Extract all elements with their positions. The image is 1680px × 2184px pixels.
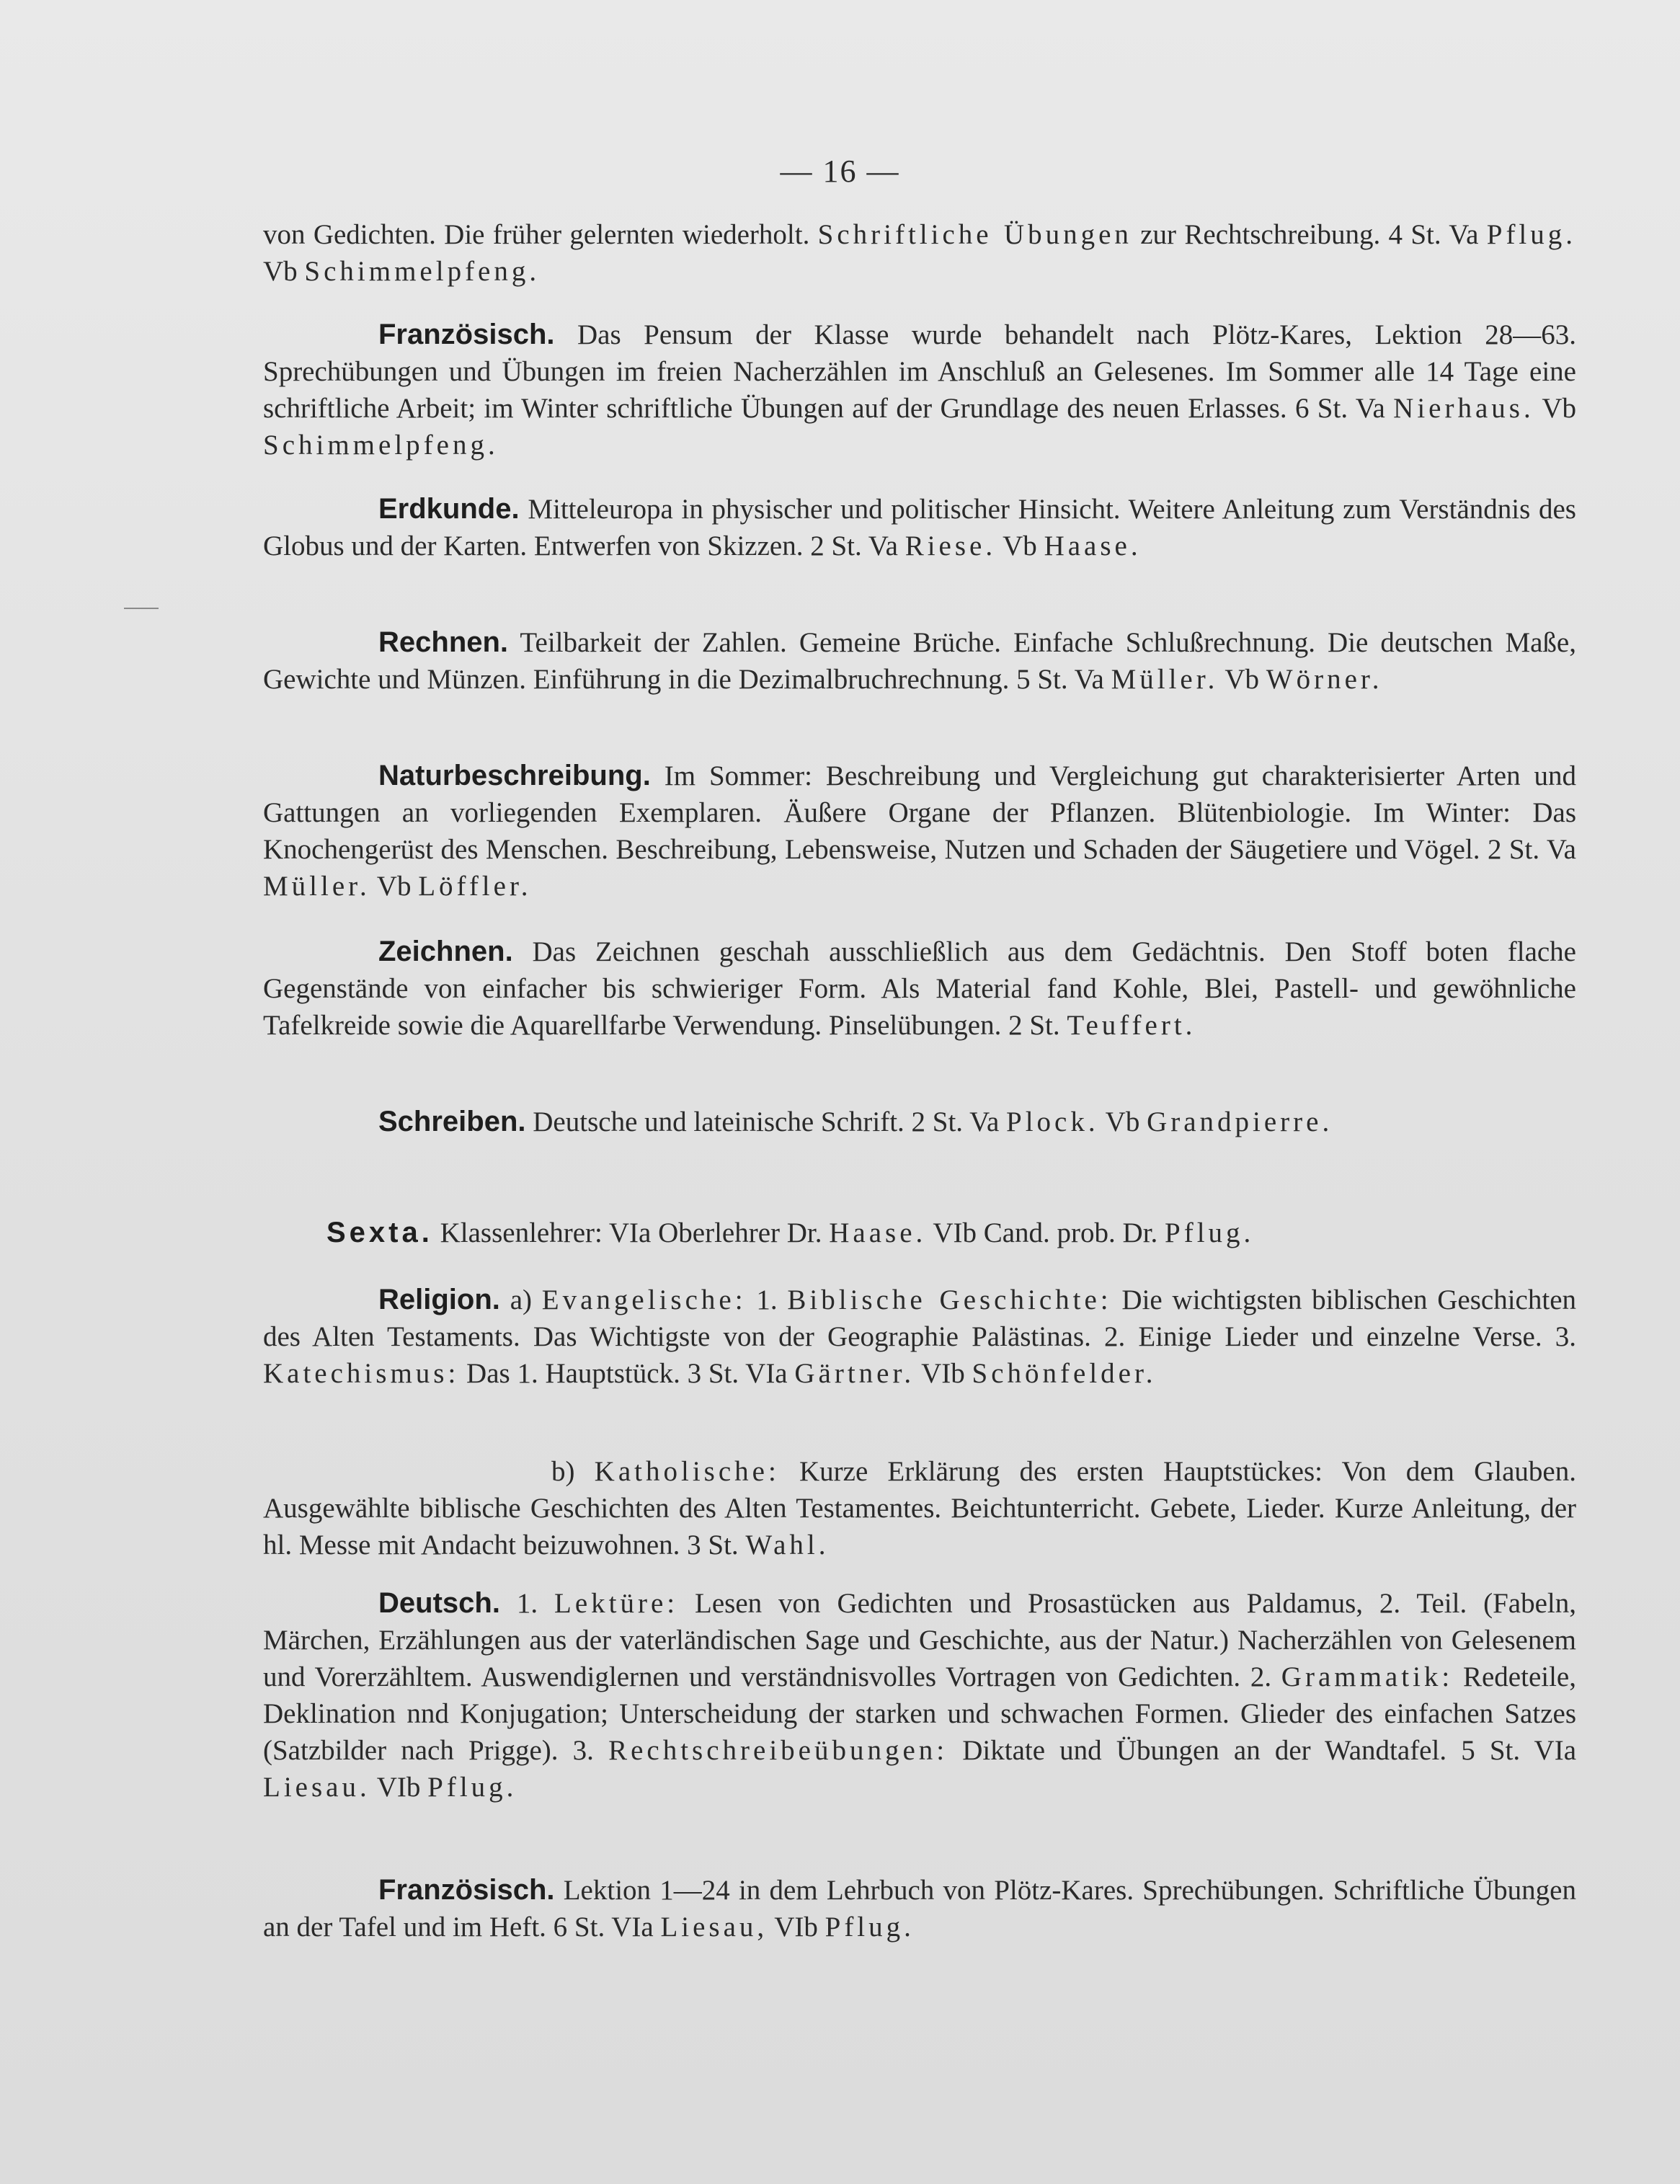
section-deutsch-cont — [263, 216, 1576, 290]
section-deutsch-sexta — [263, 1585, 1576, 1806]
heading-rechnen: Rechnen. — [378, 626, 509, 658]
paragraph-deutsch-sexta: Deutsch. 1. Lektüre: Lesen von Gedichten und Prosastücken aus Paldamus, 2. Teil. (Fabeln, Märchen, Erzählungen aus der vaterländischen Sage und Geschichte, aus der Natur.) Nacherzählen von Gelesenem und Vorerzähltem. Auswendiglernen und verständnisvolles Vortragen von Gedichten. 2. Grammatik: Redeteile, Deklination nnd Konjugation; Unterscheidung der starken und schwachen Formen. Glieder des einfachen Satzes (Satzbilder nach Prigge). 3. Rechtschreibeübungen: Diktate und Übungen an der Wandtafel. 5 St. VIa Liesau. VIb Pflug. — [263, 1587, 1577, 1803]
heading-naturbeschreibung: Naturbeschreibung. — [378, 760, 651, 791]
paragraph-religion-katholisch: b) Katholische: Kurze Erklärung des ersten Hauptstückes: Von dem Glauben. Ausgewählte biblische Geschichten des Alten Testamentes. Beichtunterricht. Gebete, Lieder. Kurze Anleitung, der hl. Messe mit Andacht beizuwohnen. 3 St. Wahl. — [263, 1456, 1576, 1561]
heading-erdkunde: Erdkunde. — [378, 493, 520, 525]
section-rechnen — [263, 624, 1576, 698]
paragraph-religion-evangelisch: Religion. a) Evangelische: 1. Biblische Geschichte: Die wichtigsten biblischen Geschichten des Alten Testaments. Das Wichtigste von der Geographie Palästinas. 2. Einige Lieder und einzelne Verse. 3. Katechismus: Das 1. Hauptstück. 3 St. VIa Gärtner. VIb Schönfelder. — [263, 1284, 1577, 1389]
paragraph-zeichnen: Zeichnen. Das Zeichnen geschah ausschließlich aus dem Gedächtnis. Den Stoff boten flache Gegenstände von einfacher bis schwieriger Form. Als Material fand Kohle, Blei, Pastell- und gewöhnliche Tafelkreide sowie die Aquarellfarbe Verwendung. Pinselübungen. 2 St. Teuffert. — [263, 936, 1576, 1041]
heading-deutsch: Deutsch. — [378, 1587, 500, 1619]
section-naturbeschreibung — [263, 758, 1576, 905]
page-number: — 16 — — [780, 154, 900, 189]
section-religion-katholisch — [263, 1453, 1576, 1563]
heading-zeichnen: Zeichnen. — [378, 936, 513, 967]
paragraph-franzoesisch-sexta: Französisch. Lektion 1—24 in dem Lehrbuch von Plötz-Kares. Sprechübungen. Schriftliche Übungen an der Tafel und im Heft. 6 St. VIa Liesau, VIb Pflug. — [263, 1874, 1576, 1943]
section-erdkunde — [263, 491, 1576, 564]
paragraph-franzoesisch-quinta: Französisch. Das Pensum der Klasse wurde behandelt nach Plötz-Kares, Lektion 28—63. Sprechübungen und Übungen im freien Nacherzählen im Anschluß an Gelesenes. Im Sommer alle 14 Tage eine schriftliche Arbeit; im Winter schriftliche Übungen auf der Grundlage des neuen Erlasses. 6 St. Va Nierhaus. Vb Schimmelpfeng. — [263, 319, 1576, 461]
heading-franzoesisch-sexta: Französisch. — [378, 1874, 555, 1906]
paragraph-rechnen: Rechnen. Teilbarkeit der Zahlen. Gemeine Brüche. Einfache Schlußrechnung. Die deutschen Maße, Gewichte und Münzen. Einführung in die Dezimalbruchrechnung. 5 St. Va Müller. Vb Wörner. — [263, 626, 1576, 695]
heading-franzoesisch: Französisch. — [378, 319, 555, 350]
section-franzoesisch-quinta — [263, 316, 1576, 463]
section-franzoesisch-sexta — [263, 1872, 1576, 1945]
section-sexta-heading — [263, 1215, 1576, 1251]
margin-mark — [124, 608, 159, 609]
section-zeichnen — [263, 933, 1576, 1044]
paragraph-schreiben: Schreiben. Deutsche und lateinische Schrift. 2 St. Va Plock. Vb Grandpierre. — [378, 1106, 1333, 1137]
section-schreiben — [263, 1104, 1576, 1140]
paragraph-erdkunde: Erdkunde. Mitteleuropa in physischer und politischer Hinsicht. Weitere Anleitung zum Verständnis des Globus und der Karten. Entwerfen von Skizzen. 2 St. Va Riese. Vb Haase. — [263, 493, 1576, 561]
paragraph-sexta-heading: Sexta. Klassenlehrer: VIa Oberlehrer Dr. Haase. VIb Cand. prob. Dr. Pflug. — [326, 1217, 1255, 1248]
heading-religion: Religion. — [378, 1284, 500, 1315]
heading-sexta: Sexta. — [326, 1217, 433, 1248]
heading-schreiben: Schreiben. — [378, 1106, 526, 1137]
paragraph-naturbeschreibung: Naturbeschreibung. Im Sommer: Beschreibung und Vergleichung gut charakterisierter Arten und Gattungen an vorliegenden Exemplaren. Äußere Organe der Pflanzen. Blütenbiologie. Im Winter: Das Knochengerüst des Menschen. Beschreibung, Lebensweise, Nutzen und Schaden der Säugetiere und Vögel. 2 St. Va Müller. Vb Löffler. — [263, 760, 1576, 902]
section-religion-evangelisch — [263, 1282, 1576, 1392]
paragraph-deutsch-cont: von Gedichten. Die früher gelernten wiederholt. Schriftliche Übungen zur Rechtschreibung. 4 St. Va Pflug. Vb Schimmelpfeng. — [263, 219, 1577, 287]
